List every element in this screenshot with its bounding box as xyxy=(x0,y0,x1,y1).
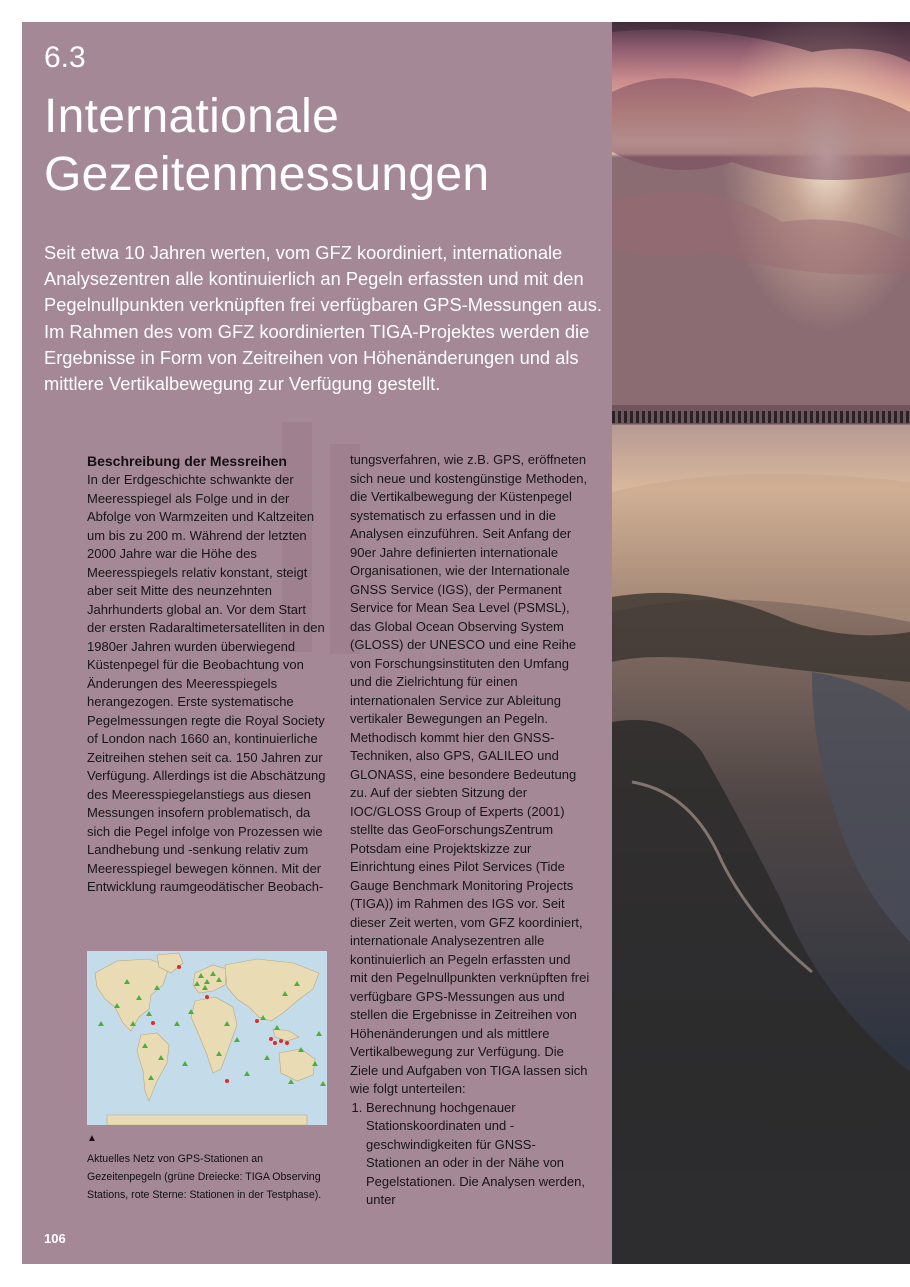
antarctica-landmass xyxy=(107,1115,307,1125)
africa-landmass xyxy=(191,997,237,1073)
list-item: 1. Berechnung hochgenauer Stationskoordinaten und -geschwindigkeiten für GNSS-Stationen an oder in der Nähe von Pegelstationen. Die Analysen werden, unter xyxy=(366,1099,590,1210)
north-america-landmass xyxy=(95,959,169,1031)
chapter-title-line: Internationale xyxy=(44,90,340,143)
continents xyxy=(95,953,319,1125)
goal-list xyxy=(350,1099,590,1210)
chapter-title-line: Gezeitenmessungen xyxy=(44,148,490,201)
europe-landmass xyxy=(193,965,227,993)
subheading: Beschreibung der Messreihen xyxy=(87,453,287,469)
australia-landmass xyxy=(279,1049,315,1081)
figure-caption: Aktuelles Netz von GPS-Stationen an Gezeitenpegeln (grüne Dreiecke: TIGA Observing Stations, rote Sterne: Stationen in der Testphase). xyxy=(87,1153,322,1201)
chapter-title xyxy=(44,88,489,204)
text-column-left xyxy=(87,451,327,897)
body-paragraph: In der Erdgeschichte schwankte der Meeresspiegel als Folge und in der Abfolge von Warmzeiten und Kaltzeiten um bis zu 200 m. Während der letzten 2000 Jahre war die Höhe des Meeresspiegels relativ konstant, steigt aber seit Mitte des neunzehnten Jahrhunderts global an. Vor dem Start der ersten Radaraltimetersatelliten in den 1980er Jahren wurden überwiegend Küstenpegel für die Beobachtung von Änderungen des Meeresspiegels herangezogen. Erste systematische Pegelmessungen regte die Royal Society of London nach 1660 an, kontinuierliche Zeitreihen stehen seit ca. 150 Jahren zur Verfügung. Allerdings ist die Abschätzung des Meeresspiegelanstiegs aus diesen Messungen insofern problematisch, da sich die Pegel infolge von Prozessen wie Landhebung und -senkung relativ zum Meeresspiegel bewegen können. Mit der Entwicklung raumgeodätischer Beobach- xyxy=(87,472,326,894)
text-column-right xyxy=(350,451,590,1210)
coastal-sunset-photo xyxy=(612,22,910,1264)
caption-marker: ▲ xyxy=(87,1133,97,1144)
page-number: 106 xyxy=(44,1231,66,1246)
intro-paragraph: Seit etwa 10 Jahren werten, vom GFZ koordiniert, internationale Analysezentren alle kontinuierlich an Pegeln erfassten und mit den Pegelnullpunkten verknüpften frei verfügbaren GPS-Messungen aus. Im Rahmen des vom GFZ koordinierten TIGA-Projektes werden die Ergebnisse in Form von Zeitreihen von Höhenänderungen und als mittlere Vertikalbewegung zur Verfügung gestellt. xyxy=(44,242,602,395)
south-america-landmass xyxy=(137,1033,169,1101)
southeast-asia-landmass xyxy=(273,1029,299,1041)
section-number: 6.3 xyxy=(44,41,86,74)
body-paragraph: tungsverfahren, wie z.B. GPS, eröffneten sich neue und kostengünstige Methoden, die Vertikalbewegung der Küstenpegel systematisch zu erfassen und in die Analysen einzuführen. Seit Anfang der 90er Jahre definierten internationale Organisationen, wie der Internationale GNSS Service (IGS), der Permanent Service for Mean Sea Level (PSMSL), das Global Ocean Observing System (GLOSS) der UNESCO und eine Reihe von Forschungsinstituten den Umfang und die Zielrichtung für einen internationalen Service zur Ableitung vertikaler Bewegungen an Pegeln. Methodisch kommt hier den GNSS-Techniken, also GPS, GALILEO und GLONASS, eine besondere Bedeutung zu. Auf der siebten Sitzung der IOC/GLOSS Group of Experts (2001) stellte das GeoForschungsZentrum Potsdam eine Projektskizze zur Einrichtung eines Pilot Services (Tide Gauge Benchmark Monitoring Projects (TIGA)) im Rahmen des IGS vor. Seit dieser Zeit werten, vom GFZ koordiniert, internationale Analysezentren alle kontinuierlich an Pegeln erfassten und mit den Pegelnullpunkten verknüpften frei verfügbare GPS-Messungen aus und stellen die Ergebnisse in Zeitreihen von Höhenänderungen und als mittlere Vertikalbewegung zur Verfügung. Die Ziele und Aufgaben von TIGA lassen sich wie folgt unterteilen: xyxy=(350,452,590,1096)
asia-landmass xyxy=(225,959,319,1021)
world-map-figure xyxy=(87,951,327,1125)
